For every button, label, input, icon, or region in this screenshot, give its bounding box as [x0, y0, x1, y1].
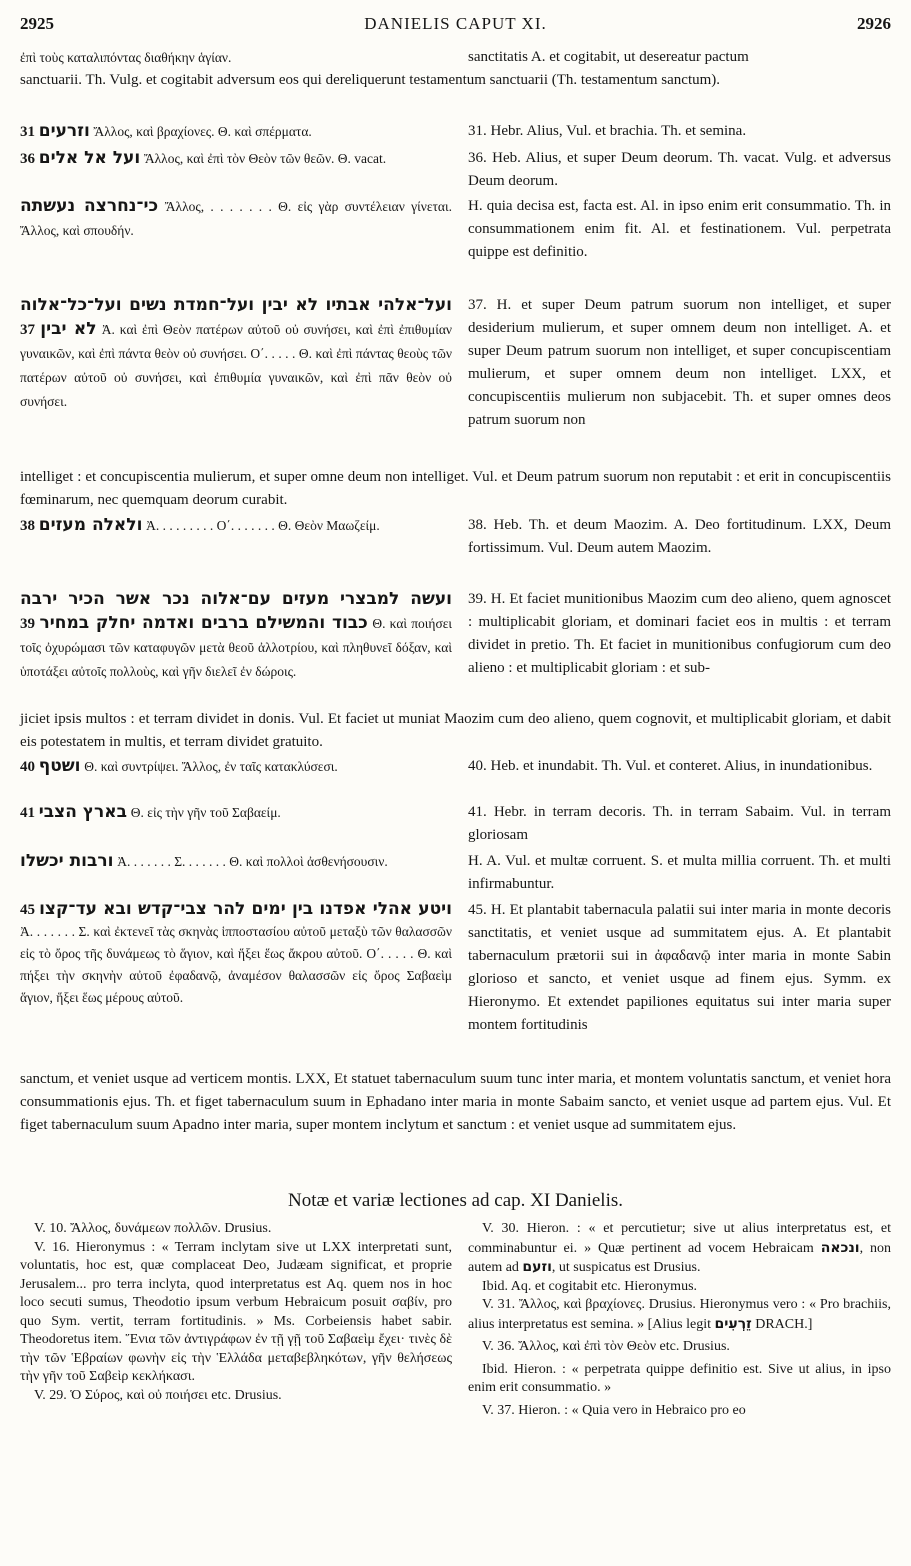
verse-37-full: intelliget : et concupiscentia mulierum, et super omne deum non intelliget. Vul. et Deum patrum suorum non reputabit : et erit in concupiscentiis fœminarum, nec quemquam deorum curabit.	[20, 469, 891, 508]
note-v30-ibid: Ibid. Aq. et cogitabit etc. Hieronymus.	[482, 1278, 698, 1294]
running-head	[20, 14, 891, 40]
note-v16: V. 16. Hieronymus : « Terram inclytam sive ut LXX interpretati sunt, voluntatis, hoc est, quæ complaceat Deo, Judæam significat, et proprie Jerusalem... pro terra inclyta, quod interpretatus est Aq. quem nos in hoc loco secuti sumus, Theodotio ipsum verbum Hebraicum posuit σαβίν, pro quo Sym. vertit, terram fortitudinis. » Ms. Corbeiensis habet sabir. Theodoretus item. Ἕνια τῶν ἀντιγράφων ἐν τῇ γῇ τοῦ Σαβαεὶμ ἔχει· τινὲς δὲ τὴν τῶν Ἑβραίων φωνὴν εἰς τὴν Ἑλλάδα μεταβεβληκότων, γῆν θελήσεως τὴν γῆν τοῦ Σαβεὶρ κεκλήκασι.	[20, 1239, 452, 1384]
verse-38-latin: 38. Heb. Th. et deum Maozim. A. Deo fortitudinum. LXX, Deum fortissimum. Vul. Deum autem Maozim.	[468, 517, 891, 556]
note-v10: V. 10. Ἄλλος, δυνάμεων πολλῶν. Drusius.	[34, 1221, 272, 1236]
right-page-number: 2926	[857, 14, 891, 33]
left-continuation: ἐπὶ τοὺς καταλιπόντας διαθήκην ἁγίαν.	[20, 50, 232, 65]
note-v36-ibid: Ibid. Hieron. : « perpetrata quippe definitio est. Sive ut alius, in ipso enim erit consummatio. »	[468, 1361, 891, 1395]
verse-45-greek: ויטע אהלי אפדנו בין ימים להר צבי־קדש ובא עד־קצו 45 Ἀ. . . . . . . Σ. καὶ ἐκτενεῖ τὰς σκηνὰς ἱπποστασίου αὐτοῦ μεταξὺ τῶν θαλασσῶν εἰς τὸ ὄρος τῆς δυνάμεως τὸ ἅγιον, καὶ ἥξει ἕως ἄκρου αὐτοῦ. Ο΄. . . . . Θ. καὶ πήξει τὴν σκηνὴν αὐτοῦ ἐφαδανῷ, ἀναμέσον θαλασσῶν εἰς ὄρος Σαβαεὶμ ἅγιον, ἥξει ἕως μέρους αὐτοῦ.	[20, 899, 453, 1005]
notes-heading: Notæ et variæ lectiones ad cap. XI Danielis.	[287, 1190, 624, 1211]
verse-40-greek: ושטף 40 Θ. καὶ συντρίψει. Ἄλλος, ἐν ταῖς κατακλύσεσι.	[20, 756, 338, 776]
notes-right-column	[468, 1220, 891, 1420]
verse-40-latin: 40. Heb. et inundabit. Th. Vul. et conteret. Alius, in inundationibus.	[468, 758, 873, 774]
note-v31: V. 31. Ἄλλος, καὶ βραχίονες. Drusius. Hieronymus vero : « Pro brachiis, alius interpretatus est semina. » [Alius legit זֵרְעִים DRACH.]	[468, 1297, 891, 1332]
verse-39-full: jiciet ipsis multos : et terram dividet in donis. Vul. Et faciet ut muniat Maozim cum deo alieno, quem cognovit, et multiplicabit gloriam, et dabit eis potestatem in multis, et terram dividet gratuito.	[20, 711, 891, 750]
full-continuation: sanctuarii. Th. Vulg. et cogitabit adversum eos qui dereliquerunt testamentum sanctuarii (Th. testamentum sanctum).	[20, 72, 721, 88]
verse-36b-greek: כי־נחרצה נעשתה Ἄλλος, . . . . . . . Θ. εἰς γὰρ συντέλειαν γίνεται. Ἄλλος, καὶ σπουδήν.	[20, 196, 452, 238]
verse-37-greek: ועל־אלהי אבתיו לא יבין ועל־חמדת נשים ועל־כל־אלוה לא יבין 37 Ἀ. καὶ ἐπὶ Θεὸν πατέρων αὐτοῦ οὐ συνήσει, καὶ ἐπὶ ἐπιθυμίαν γυναικῶν, καὶ ἐπὶ πάντα θεὸν οὐ συνήσει. Ο΄. . . . . Θ. καὶ ἐπὶ πάντας θεοὺς τῶν πατέρων αὐτοῦ οὐ συνήσει, καὶ ἐπιθυμία γυναικῶν, καὶ ἐπὶ πᾶν θεὸν οὐ συνήσει.	[20, 295, 453, 409]
verse-45-latin: 45. H. Et plantabit tabernacula palatii sui inter maria in monte decoris sanctitatis, et veniet usque ad summitatem ejus. A. Et plantabit tabernaculum prætorii sui in ἀφαδανῷ inter maria in monte Sabin glorioso et sancto, et veniet usque ad finem ejus. Symm. ex Hieronymo. Et extendet papiliones equitatus sui inter maria super montem fortitudinis	[468, 902, 891, 1033]
note-v29: V. 29. Ὁ Σύρος, καὶ οὐ ποιήσει etc. Drusius.	[34, 1387, 282, 1403]
notes-left-column	[20, 1220, 452, 1405]
verse-36b-latin: H. quia decisa est, facta est. Al. in ipso enim erit consummatio. Th. in consummationem enim fit. Al. et festinationem. Vul. perpetrata quippe est definitio.	[468, 198, 891, 260]
verse-39-latin: 39. H. Et faciet munitionibus Maozim cum deo alieno, quem agnoscet : multiplicabit gloriam, et dominari faciet eos in multis : et terram dividet in pretio. Th. Et faciet in munitionibus confugiorum cum deo alieno : et multiplicabit gloriam : et sub-	[468, 591, 891, 676]
verse-41b-latin: H. A. Vul. et multæ corruent. S. et multa millia corruent. Th. et multi infirmabuntur.	[468, 853, 891, 892]
verse-31-latin: 31. Hebr. Alius, Vul. et brachia. Th. et semina.	[468, 123, 747, 139]
verse-37-latin: 37. H. et super Deum patrum suorum non intelliget, et super desiderium mulierum, et super omnem deum non intelliget. A. et super Deum patrum suorum non intelliget, et super concupiscentiam mulierum, et super omnem deum non intelliget. LXX, et concupiscentiis mulierum non subjacebit. Th. et super omnes deos patrum suorum non	[468, 297, 891, 428]
verse-36-greek: ועל אל אלים 36 Ἄλλος, καὶ ἐπὶ τὸν Θεὸν τῶν θεῶν. Θ. vacat.	[20, 148, 387, 168]
right-continuation: sanctitatis A. et cogitabit, ut desereatur pactum	[468, 49, 749, 65]
verse-45-full: sanctum, et veniet usque ad verticem montis. LXX, Et statuet tabernaculum suum tunc inter maria, et montem voluntatis sanctum, et veniet hora consummationis ejus. Th. et figet tabernaculum suum in Ephadano inter maria in monte Sabaim sancto, et veniet usque ad partem ejus. Vul. Et figet tabernaculum suum Apadno inter maria, super montem inclytum et sanctum : et veniet usque ad summitatem ejus.	[20, 1071, 891, 1133]
note-v37: V. 37. Hieron. : « Quia vero in Hebraico pro eo	[482, 1402, 746, 1418]
verse-41-latin: 41. Hebr. in terram decoris. Th. in terram Sabaim. Vul. in terram gloriosam	[468, 804, 891, 843]
verse-36-latin: 36. Heb. Alius, et super Deum deorum. Th. vacat. Vulg. et adversus Deum deorum.	[468, 150, 891, 189]
verse-41b-greek: ורבות יכשלו Ἀ. . . . . . . Σ. . . . . . . Θ. καὶ πολλοὶ ἀσθενήσουσιν.	[20, 851, 388, 871]
verse-39-greek: ועשה למבצרי מעזים עם־אלוה נכר אשר הכיר ירבה כבוד והמשילם ברבים ואדמה יחלק במחיר 39 Θ. καὶ ποιήσει τοῖς ὀχυρώμασι τῶν καταφυγῶν μετὰ θεοῦ ἀλλοτρίου, καὶ πληθυνεῖ δόξαν, καὶ ὑποτάξει αὐτοῖς πολλοὺς, καὶ γῆν διελεῖ ἐν δώροις.	[20, 589, 453, 679]
verse-38-greek: ולאלה מעזים 38 Ἀ. . . . . . . . . Ο΄. . . . . . . Θ. Θεὸν Μαωζείμ.	[20, 515, 380, 535]
left-page-number: 2925	[20, 14, 54, 33]
running-title: DANIELIS CAPUT XI.	[364, 14, 547, 33]
verse-41-greek: בארץ הצבי 41 Θ. εἰς τὴν γῆν τοῦ Σαβαείμ.	[20, 802, 281, 822]
note-v30: V. 30. Hieron. : « et percutietur; sive ut alius interpretatus est, et comminabuntur ei. » Quæ pertinent ad vocem Hebraicam ונכאה, non autem ad וזעם, ut suspicatus est Drusius.	[468, 1221, 892, 1275]
verse-31-greek: וזרעים 31 Ἄλλος, καὶ βραχίονες. Θ. καὶ σπέρματα.	[20, 121, 312, 141]
note-v36: V. 36. Ἄλλος, καὶ ἐπὶ τὸν Θεὸν etc. Drusius.	[482, 1339, 730, 1354]
